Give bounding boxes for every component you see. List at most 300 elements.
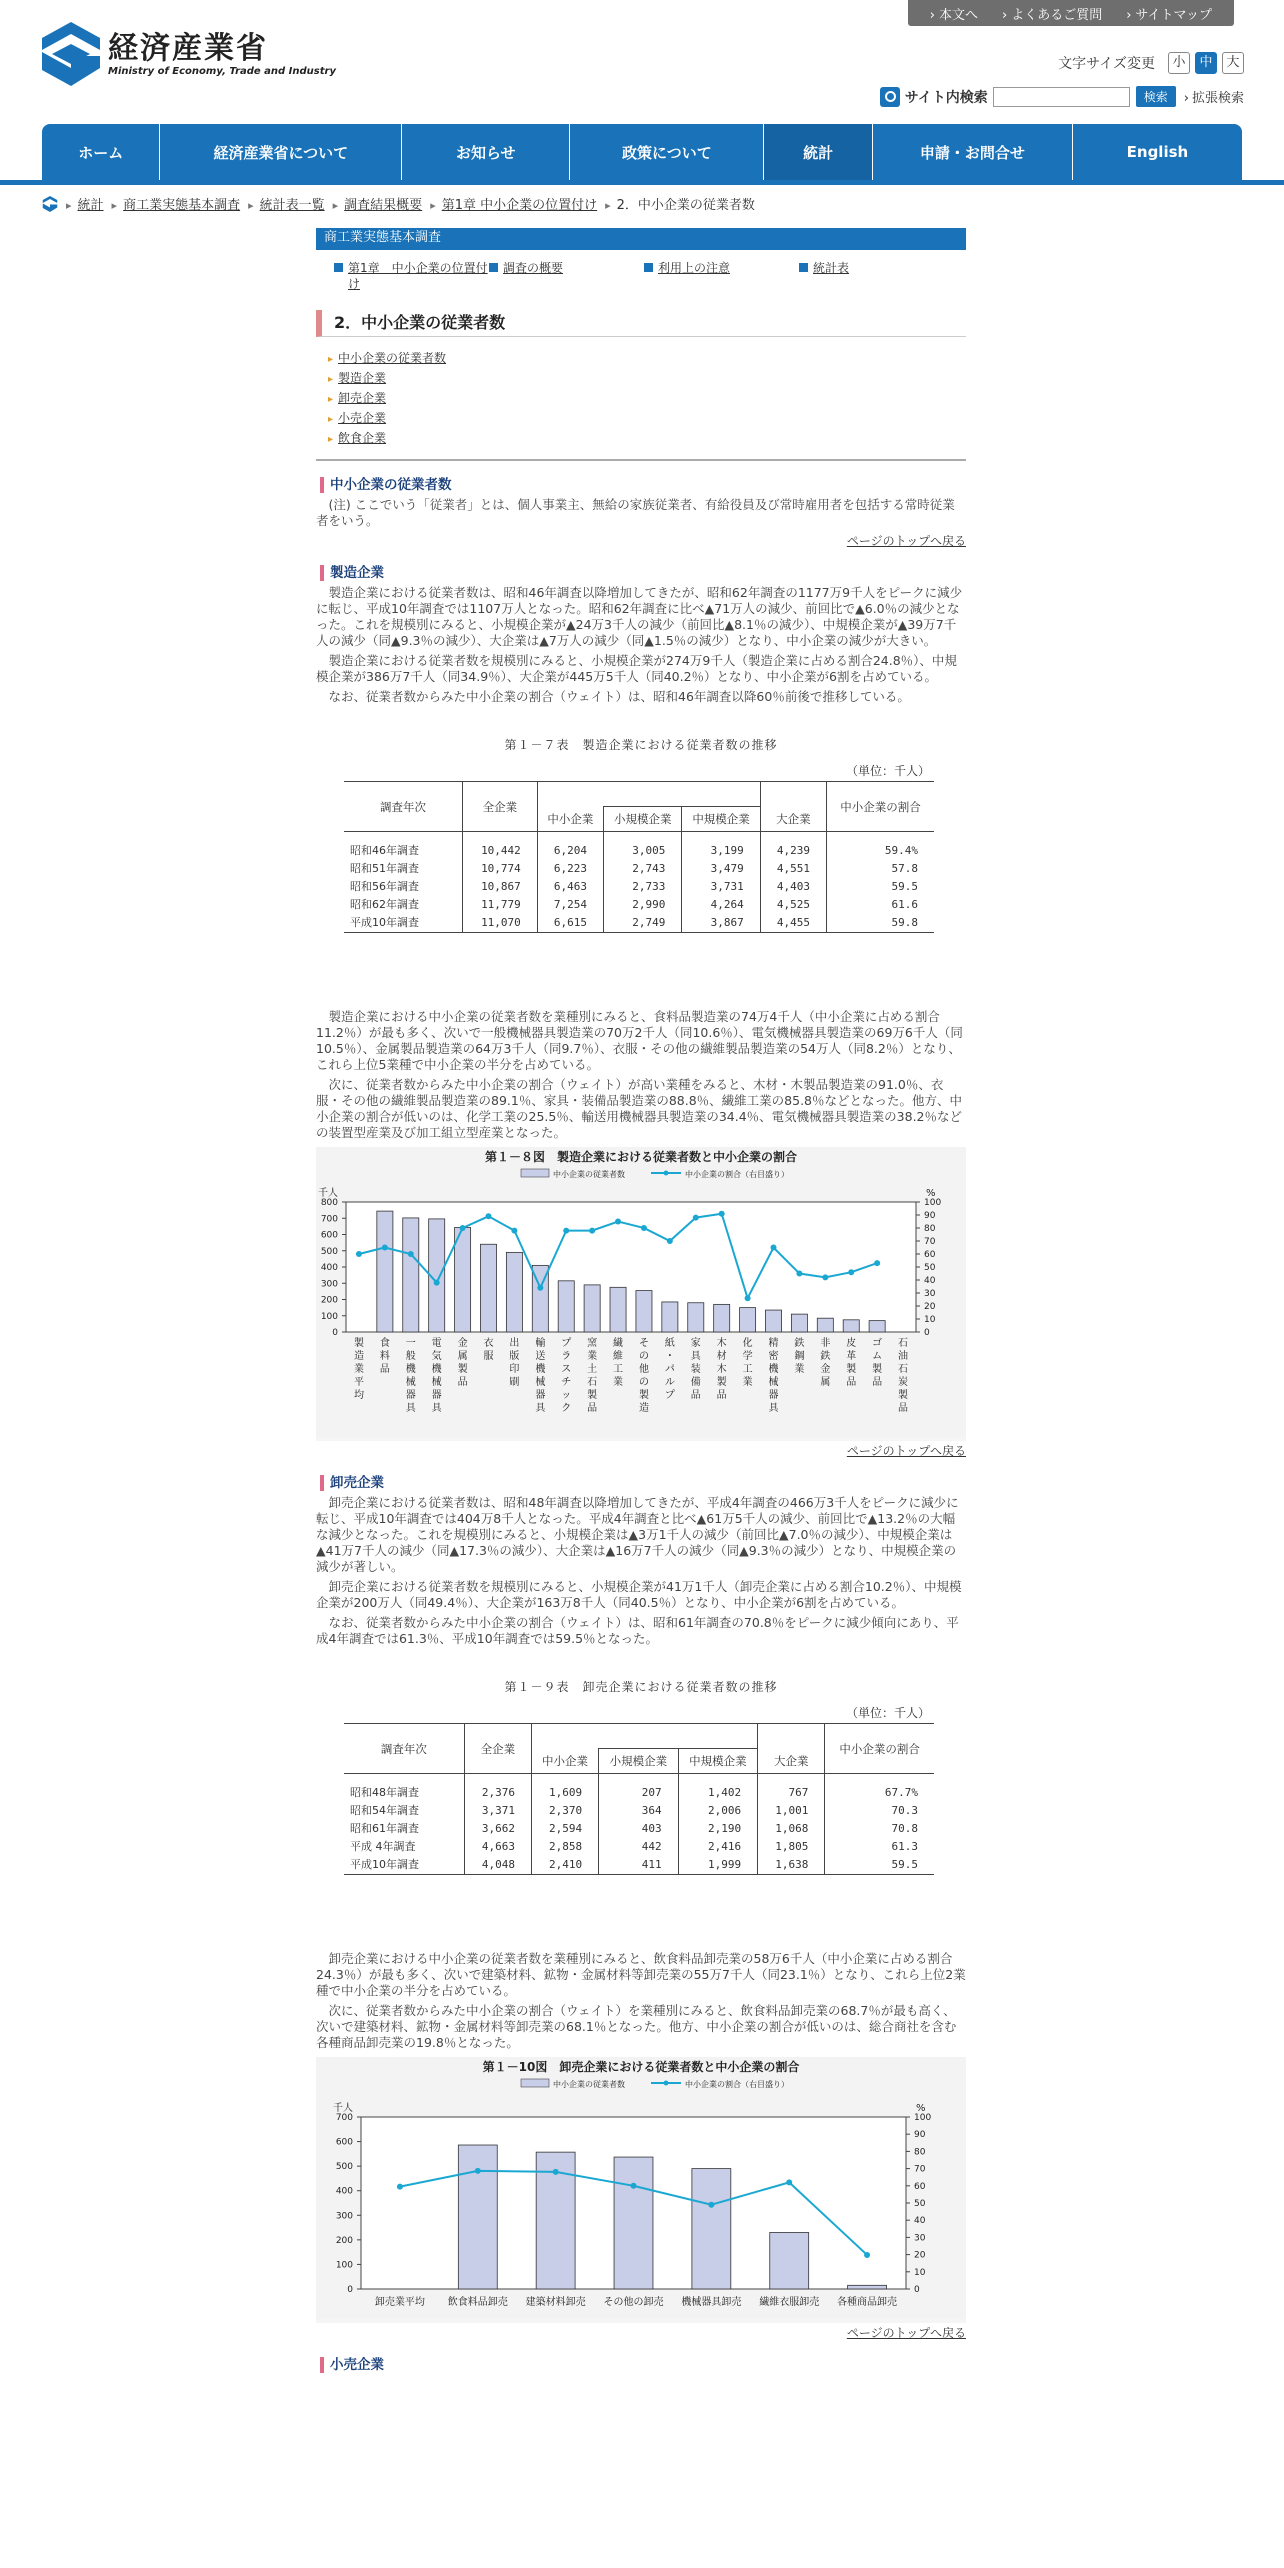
y-tick-label: 400 bbox=[320, 1263, 338, 1273]
y-tick-label: 600 bbox=[335, 2137, 353, 2148]
paragraph: 製造企業における従業者数は、昭和46年調査以降増加してきたが、昭和62年調査の1177万9千人をピークに減少に転じ、平成10年調査では1107万人となった。昭和62年調査に比べ▲71万人の減少、前回比で▲6.0％の減少となった。これを規模別にみると、小規模企業が▲24万3千人の減少（前回比▲8.1％の減少）、中規模企業が▲39万7千人の減少（同▲9.3％の減少）、大企業は▲7万人の減少（同▲1.5％の減少）となり、中小企業の減少が大きい。 bbox=[316, 585, 963, 648]
legend-line-marker bbox=[664, 1171, 669, 1176]
col-header-total: 全企業 bbox=[464, 1724, 531, 1774]
table-cell: 1,609 bbox=[531, 1784, 598, 1802]
table-cell: 2,410 bbox=[531, 1856, 598, 1875]
table-cell: 59.5 bbox=[825, 1856, 934, 1875]
bar bbox=[506, 1252, 522, 1332]
x-tick-label: 一般機械器具 bbox=[405, 1338, 416, 1414]
section-heading-employees: 中小企業の従業者数 bbox=[320, 477, 966, 493]
table-cell: 3,371 bbox=[464, 1802, 531, 1820]
divider bbox=[316, 459, 966, 461]
table-cell: 平成10年調査 bbox=[344, 1856, 464, 1875]
x-tick-label: 紙・パルプ bbox=[664, 1338, 675, 1401]
y2-tick-label: 0 bbox=[914, 2285, 920, 2295]
chapter-nav bbox=[334, 260, 966, 292]
col-header-year: 調査年次 bbox=[344, 1724, 464, 1774]
x-tick-label: 飲食料品卸売 bbox=[447, 2297, 508, 2308]
bar bbox=[662, 1302, 678, 1332]
y2-tick-label: 90 bbox=[924, 1211, 936, 1221]
table-cell: 3,005 bbox=[604, 842, 682, 860]
share-point bbox=[563, 1228, 569, 1234]
y2-tick-label: 40 bbox=[924, 1276, 936, 1286]
table-cell: 6,204 bbox=[537, 842, 603, 860]
x-tick-label: 鉄鋼業 bbox=[794, 1338, 805, 1375]
table-spacer-cell bbox=[758, 1774, 825, 1785]
table-cell: 平成 4年調査 bbox=[344, 1838, 464, 1856]
table-cell: 2,743 bbox=[604, 860, 682, 878]
nav-statistics[interactable]: 統計 bbox=[764, 124, 872, 180]
table-cell: 10,442 bbox=[463, 842, 538, 860]
x-tick-label: 各種商品卸売 bbox=[837, 2297, 898, 2308]
table-figure-1-7 bbox=[316, 719, 966, 999]
y2-tick-label: 20 bbox=[914, 2250, 926, 2261]
table-cell: 10,774 bbox=[463, 860, 538, 878]
y2-tick-label: 0 bbox=[924, 1328, 930, 1338]
table-row bbox=[344, 1838, 934, 1856]
table-cell: 6,615 bbox=[537, 914, 603, 933]
main-content bbox=[316, 228, 966, 2377]
col-header-share: 中小企業の割合 bbox=[825, 1724, 934, 1774]
table-cell: 平成10年調査 bbox=[344, 914, 463, 933]
y2-axis-label: % bbox=[916, 2103, 926, 2114]
nav-underline bbox=[0, 180, 1284, 185]
data-table bbox=[344, 1723, 934, 1875]
bar bbox=[458, 2145, 497, 2289]
x-tick-label: 建築材料卸売 bbox=[525, 2297, 586, 2308]
y2-tick-label: 100 bbox=[914, 2113, 932, 2123]
table-header-row bbox=[344, 1724, 934, 1749]
table-cell: 207 bbox=[599, 1784, 679, 1802]
bar bbox=[740, 1308, 756, 1332]
bar bbox=[714, 1304, 730, 1332]
table-cell: 3,479 bbox=[682, 860, 760, 878]
y-tick-label: 400 bbox=[335, 2186, 353, 2197]
legend-label: 中小企業の割合（右目盛り） bbox=[685, 1170, 789, 1179]
bar bbox=[843, 1320, 859, 1332]
table-cell: 4,455 bbox=[760, 914, 826, 933]
x-tick-label: 衣服 bbox=[483, 1338, 494, 1362]
y2-tick-label: 50 bbox=[924, 1263, 936, 1273]
chart-figure-1-10 bbox=[316, 2057, 966, 2323]
utility-link-faq[interactable]: › よくあるご質問 bbox=[1002, 4, 1102, 23]
nav-about[interactable]: 経済産業省について bbox=[160, 124, 402, 180]
table-cell: 6,463 bbox=[537, 878, 603, 896]
chapter-link-1[interactable]: 第1章 中小企業の位置付け bbox=[334, 260, 489, 292]
x-tick-label: 石油石炭製品 bbox=[898, 1338, 909, 1414]
col-header-large: 大企業 bbox=[760, 807, 826, 832]
bar bbox=[770, 2232, 809, 2289]
nav-english[interactable]: English bbox=[1126, 143, 1189, 161]
x-tick-label: 精密機械器具 bbox=[768, 1338, 779, 1414]
bar bbox=[869, 1321, 885, 1332]
table-cell: 4,551 bbox=[760, 860, 826, 878]
share-point bbox=[786, 2179, 792, 2185]
page-toc bbox=[328, 349, 966, 449]
font-size-control bbox=[1058, 52, 1244, 74]
utility-nav bbox=[908, 0, 1234, 26]
search-label: サイト内検索 bbox=[904, 89, 988, 106]
table-cell: 6,223 bbox=[537, 860, 603, 878]
y2-tick-label: 10 bbox=[914, 2267, 926, 2278]
site-search bbox=[880, 86, 1244, 107]
breadcrumb-table-list[interactable]: 統計表一覧 bbox=[259, 198, 325, 213]
paragraph: 次に、従業者数からみた中小企業の割合（ウェイト）が高い業種をみると、木材・木製品製造業の91.0％、衣服・その他の繊維製品製造業の89.1％、家具・装備品製造業の88.8％、繊維工業の85.8％などとなった。他方、中小企業の割合が低いのは、化学工業の25.5％、輸送用機械器具製造業の34.4％、電気機械器具製造業の38.2％などの装置型産業及び加工組立型産業となった。 bbox=[316, 1077, 962, 1140]
bar bbox=[614, 2157, 653, 2289]
table-cell: 442 bbox=[599, 1838, 679, 1856]
table-row bbox=[344, 1802, 934, 1820]
table-cell: 4,403 bbox=[760, 878, 826, 896]
font-size-small-button[interactable]: 小 bbox=[1168, 52, 1190, 74]
table-cell: 昭和46年調査 bbox=[344, 842, 463, 860]
table-spacer-cell bbox=[682, 832, 760, 843]
col-header-medium: 中規模企業 bbox=[682, 807, 760, 832]
table-cell: 2,416 bbox=[678, 1838, 758, 1856]
chart-figure-1-8 bbox=[316, 1147, 966, 1441]
site-logo[interactable] bbox=[42, 22, 336, 86]
y-tick-label: 800 bbox=[320, 1198, 338, 1208]
share-point bbox=[553, 2169, 559, 2175]
table-cell: 3,662 bbox=[464, 1820, 531, 1838]
table-cell: 4,264 bbox=[682, 896, 760, 914]
share-point bbox=[382, 1245, 388, 1251]
x-tick-label: プラスチック bbox=[561, 1338, 572, 1414]
breadcrumb bbox=[42, 194, 763, 213]
table-cell: 7,254 bbox=[537, 896, 603, 914]
bar bbox=[480, 1244, 496, 1332]
back-to-top-link[interactable]: ページのトップへ戻る bbox=[846, 2326, 966, 2340]
paragraph: 卸売企業における従業者数は、昭和48年調査以降増加してきたが、平成4年調査の466万3千人をピークに減少に転じ、平成10年調査では404万8千人となった。平成4年調査と比べ▲61万5千人の減少、前回比で▲13.2％の大幅な減少となった。これを規模別にみると、小規模企業は▲3万1千人の減少（前回比▲7.0％の減少）、中規模企業は▲41万7千人の減少（同▲17.3％の減少）、大企業は▲16万7千人の減少（同▲9.3％の減少）となり、中規模企業の減少が著しい。 bbox=[316, 1495, 959, 1574]
legend-line-marker bbox=[664, 2081, 669, 2086]
table-cell: 59.4% bbox=[884, 844, 918, 857]
x-tick-label: 化学工業 bbox=[742, 1338, 753, 1388]
table-spacer-cell bbox=[463, 832, 538, 843]
y-tick-label: 500 bbox=[320, 1246, 338, 1257]
nav-news[interactable]: お知らせ bbox=[402, 124, 570, 180]
table-cell: 1,805 bbox=[758, 1838, 825, 1856]
bar bbox=[636, 1291, 652, 1332]
share-point bbox=[693, 1215, 699, 1221]
y2-tick-label: 60 bbox=[924, 1250, 936, 1260]
share-point bbox=[486, 1213, 492, 1219]
x-tick-label: 電気機械器具 bbox=[431, 1338, 442, 1414]
font-size-medium-button[interactable]: 中 bbox=[1195, 52, 1217, 74]
share-point bbox=[631, 2183, 637, 2189]
font-size-label: 文字サイズ変更 bbox=[1058, 56, 1155, 72]
table-cell: 2,006 bbox=[678, 1802, 758, 1820]
paragraph: なお、従業者数からみた中小企業の割合（ウェイト）は、昭和46年調査以降60％前後で推移している。 bbox=[328, 689, 910, 704]
table-row bbox=[344, 860, 934, 878]
bar bbox=[848, 2285, 887, 2289]
chapter-link-overview[interactable]: 調査の概要 bbox=[489, 260, 644, 292]
y-tick-label: 100 bbox=[335, 2260, 353, 2271]
share-point bbox=[356, 1251, 362, 1257]
share-point bbox=[719, 1211, 725, 1217]
bar bbox=[377, 1211, 393, 1332]
table-row bbox=[344, 1784, 934, 1802]
table-cell: 61.3 bbox=[891, 1840, 918, 1853]
share-point bbox=[589, 1228, 595, 1234]
share-point bbox=[848, 1269, 854, 1275]
y2-tick-label: 70 bbox=[924, 1237, 936, 1247]
col-header-small: 小規模企業 bbox=[604, 807, 682, 832]
toc-link-retail[interactable]: ▸ 小売企業 bbox=[328, 409, 966, 429]
table-cell: 767 bbox=[758, 1784, 825, 1802]
table-title: 第１－７表 製造企業における従業者数の推移 bbox=[504, 738, 778, 752]
y2-tick-label: 80 bbox=[924, 1224, 936, 1234]
x-tick-label: 繊維工業 bbox=[613, 1338, 624, 1388]
table-row bbox=[344, 878, 934, 896]
table-cell: 59.5 bbox=[891, 880, 918, 893]
share-point bbox=[511, 1228, 517, 1234]
table-unit: （単位：千人） bbox=[846, 764, 931, 778]
y2-tick-label: 60 bbox=[914, 2181, 926, 2192]
x-tick-label: 繊維衣服卸売 bbox=[759, 2297, 820, 2308]
x-tick-label: その他の卸売 bbox=[603, 2297, 664, 2308]
breadcrumb-survey[interactable]: 商工業実態基本調査 bbox=[123, 198, 241, 213]
table-spacer-cell bbox=[531, 1774, 598, 1785]
toc-link-manufacturing[interactable]: ▸ 製造企業 bbox=[328, 369, 966, 389]
table-cell: 4,663 bbox=[464, 1838, 531, 1856]
table-cell: 2,594 bbox=[531, 1820, 598, 1838]
back-to-top-link[interactable]: ページのトップへ戻る bbox=[846, 534, 966, 548]
x-tick-label: 食料品 bbox=[379, 1338, 390, 1375]
chart-title: 第１－８図 製造企業における従業者数と中小企業の割合 bbox=[484, 1150, 798, 1164]
table-cell: 昭和56年調査 bbox=[344, 878, 463, 896]
table-cell: 2,370 bbox=[531, 1802, 598, 1820]
paragraph: 卸売企業における中小企業の従業者数を業種別にみると、飲食料品卸売業の58万6千人（中小企業に占める割合24.3％）が最も多く、次いで建築材料、鉱物・金属材料等卸売業の55万7千人（同23.1％）となり、これら上位2業種で中小企業の半分を占めている。 bbox=[316, 1951, 966, 1998]
share-point bbox=[460, 1225, 466, 1231]
table-unit: （単位：千人） bbox=[846, 1706, 931, 1720]
nav-contact[interactable]: 申請・お問合せ bbox=[873, 124, 1073, 180]
wholesale-chart bbox=[316, 2057, 966, 2319]
back-to-top-link[interactable]: ページのトップへ戻る bbox=[846, 1444, 966, 1458]
table-cell: 2,733 bbox=[604, 878, 682, 896]
breadcrumb-statistics[interactable]: 統計 bbox=[77, 198, 104, 213]
col-header-year: 調査年次 bbox=[344, 782, 463, 832]
share-point bbox=[537, 1285, 543, 1291]
section-heading-manufacturing: 製造企業 bbox=[320, 565, 966, 581]
bar bbox=[610, 1287, 626, 1332]
table-cell: 4,048 bbox=[464, 1856, 531, 1875]
toc-link-restaurant[interactable]: ▸ 飲食企業 bbox=[328, 429, 966, 449]
search-input[interactable] bbox=[993, 87, 1130, 107]
bar bbox=[584, 1285, 600, 1332]
table-cell: 59.8 bbox=[826, 914, 934, 933]
table-spacer-cell bbox=[760, 832, 826, 843]
table-cell: 10,867 bbox=[463, 878, 538, 896]
x-tick-label: 金属製品 bbox=[457, 1338, 468, 1388]
logo-title: 経済産業省 bbox=[108, 30, 268, 66]
utility-link-main[interactable]: › 本文へ bbox=[930, 4, 978, 23]
meti-logo-icon bbox=[42, 22, 100, 86]
bar bbox=[692, 2169, 731, 2289]
table-cell: 61.6 bbox=[891, 898, 918, 911]
legend-bar-swatch bbox=[521, 2079, 549, 2087]
col-header-large-top bbox=[760, 782, 826, 807]
y-axis-label: 千人 bbox=[318, 1188, 338, 1199]
table-cell: 1,068 bbox=[758, 1820, 825, 1838]
table-row bbox=[344, 896, 934, 914]
y-tick-label: 700 bbox=[320, 1214, 338, 1225]
legend-bar-swatch bbox=[521, 1169, 549, 1177]
y2-tick-label: 10 bbox=[924, 1315, 936, 1325]
nav-home[interactable]: ホーム bbox=[42, 124, 160, 180]
x-tick-label: 窯業土石製品 bbox=[587, 1338, 598, 1414]
paragraph: (注) ここでいう「従業者」とは、個人事業主、無給の家族従業者、有給役員及び常時雇用者を包括する常時従業者をいう。 bbox=[316, 497, 955, 528]
col-header-medium: 中規模企業 bbox=[678, 1749, 758, 1774]
col-header-share: 中小企業の割合 bbox=[826, 782, 934, 832]
col-header-sme-group bbox=[531, 1724, 757, 1749]
table-spacer-row bbox=[344, 1774, 934, 1785]
bar bbox=[765, 1310, 781, 1332]
table-spacer-row bbox=[344, 832, 934, 843]
table-cell: 411 bbox=[599, 1856, 679, 1875]
share-point bbox=[408, 1251, 414, 1257]
paragraph: 製造企業における中小企業の従業者数を業種別にみると、食料品製造業の74万4千人（中小企業に占める割合11.2％）が最も多く、次いで一般機械器具製造業の70万2千人（同10.6％）、電気機械器具製造業の69万6千人（同10.5％）、金属製品製造業の64万3千人（同9.7％）、衣服・その他の繊維製品製造業の54万人（同8.2％）となり、これら上位5業種で中小企業の半分を占めている。 bbox=[316, 1009, 963, 1072]
x-tick-label: 非鉄金属 bbox=[820, 1338, 831, 1388]
table-cell: 3,867 bbox=[682, 914, 760, 933]
table-spacer-cell bbox=[537, 832, 603, 843]
bar bbox=[791, 1314, 807, 1332]
y2-tick-label: 30 bbox=[924, 1289, 936, 1299]
font-size-large-button[interactable]: 大 bbox=[1222, 52, 1244, 74]
toc-link-employees[interactable]: ▸ 中小企業の従業者数 bbox=[328, 349, 966, 369]
paragraph: 卸売企業における従業者数を規模別にみると、小規模企業が41万1千人（卸売企業に占める割合10.2％）、中規模企業が200万人（同49.4％）、大企業が163万8千人（同40.5％）となり、中小企業が6割を占めている。 bbox=[316, 1579, 962, 1610]
chapter-link-tables[interactable]: 統計表 bbox=[799, 260, 954, 292]
y2-tick-label: 50 bbox=[914, 2199, 926, 2209]
share-point bbox=[771, 1245, 777, 1251]
share-point bbox=[796, 1271, 802, 1277]
table-cell: 昭和48年調査 bbox=[344, 1784, 464, 1802]
bar bbox=[817, 1318, 833, 1332]
search-button[interactable]: 検索 bbox=[1136, 86, 1176, 107]
breadcrumb-current: ▸ 2．中小企業の従業者数 bbox=[605, 194, 755, 213]
table-spacer-cell bbox=[464, 1774, 531, 1785]
table-row bbox=[344, 914, 934, 933]
breadcrumb-overview[interactable]: 調査結果概要 bbox=[344, 198, 423, 213]
share-point bbox=[745, 1295, 751, 1301]
y2-tick-label: 30 bbox=[914, 2233, 926, 2244]
y-tick-label: 500 bbox=[335, 2162, 353, 2173]
table-cell: 403 bbox=[599, 1820, 679, 1838]
y2-axis-label: % bbox=[926, 1188, 936, 1199]
table-cell: 4,239 bbox=[760, 842, 826, 860]
utility-link-sitemap[interactable]: › サイトマップ bbox=[1126, 4, 1212, 23]
section-heading-wholesale: 卸売企業 bbox=[320, 1475, 966, 1491]
bar bbox=[558, 1281, 574, 1332]
table-figure-1-9 bbox=[316, 1661, 966, 1941]
toc-link-wholesale[interactable]: ▸ 卸売企業 bbox=[328, 389, 966, 409]
x-tick-label: 機械器具卸売 bbox=[681, 2297, 742, 2308]
col-header-sme: 中小企業 bbox=[537, 807, 603, 832]
x-tick-label: その他の製造 bbox=[638, 1338, 649, 1414]
col-header-large-top bbox=[758, 1724, 825, 1749]
y2-tick-label: 80 bbox=[914, 2147, 926, 2158]
share-point bbox=[475, 2168, 481, 2174]
table-cell: 2,376 bbox=[464, 1784, 531, 1802]
share-point bbox=[641, 1225, 647, 1231]
col-header-small: 小規模企業 bbox=[599, 1749, 679, 1774]
y-tick-label: 100 bbox=[320, 1311, 338, 1322]
share-point bbox=[667, 1238, 673, 1244]
table-cell: 2,190 bbox=[678, 1820, 758, 1838]
advanced-search-link[interactable]: › 拡張検索 bbox=[1184, 87, 1244, 106]
home-logo-icon[interactable] bbox=[42, 196, 58, 212]
global-nav bbox=[42, 124, 1242, 180]
paragraph: なお、従業者数からみた中小企業の割合（ウェイト）は、昭和61年調査の70.8％をピークに減少傾向にあり、平成4年調査では61.3％、平成10年調査では59.5％となった。 bbox=[316, 1615, 959, 1646]
survey-title-bar: 商工業実態基本調査 bbox=[316, 228, 966, 250]
table-cell: 昭和61年調査 bbox=[344, 1820, 464, 1838]
nav-policy[interactable]: 政策について bbox=[570, 124, 764, 180]
table-cell: 1,999 bbox=[678, 1856, 758, 1875]
legend-label: 中小企業の従業者数 bbox=[553, 1170, 625, 1179]
page-title: 2．中小企業の従業者数 bbox=[316, 310, 966, 337]
chart-title: 第１－10図 卸売企業における従業者数と中小企業の割合 bbox=[482, 2060, 800, 2074]
y2-tick-label: 20 bbox=[924, 1302, 936, 1312]
y-axis-label: 千人 bbox=[333, 2103, 353, 2114]
share-point bbox=[864, 2252, 870, 2258]
y2-tick-label: 90 bbox=[914, 2130, 926, 2141]
share-point bbox=[397, 2184, 403, 2190]
y2-tick-label: 40 bbox=[914, 2216, 926, 2227]
legend-label: 中小企業の割合（右目盛り） bbox=[685, 2080, 789, 2089]
table-spacer-cell bbox=[604, 832, 682, 843]
x-tick-label: 出版印刷 bbox=[509, 1338, 520, 1388]
table-cell: 70.3 bbox=[891, 1804, 918, 1817]
share-point bbox=[822, 1274, 828, 1280]
table-header-row bbox=[344, 782, 934, 807]
table-spacer-cell bbox=[825, 1774, 934, 1785]
y-tick-label: 700 bbox=[335, 2113, 353, 2123]
y-tick-label: 200 bbox=[335, 2235, 353, 2246]
y-tick-label: 600 bbox=[320, 1230, 338, 1241]
manufacturing-chart bbox=[316, 1147, 966, 1437]
col-header-total: 全企業 bbox=[463, 782, 538, 832]
table-cell: 1,402 bbox=[678, 1784, 758, 1802]
chapter-link-notes[interactable]: 利用上の注意 bbox=[644, 260, 799, 292]
y-tick-label: 0 bbox=[347, 2285, 353, 2295]
x-tick-label: 木材木製品 bbox=[716, 1338, 727, 1401]
table-cell: 3,199 bbox=[682, 842, 760, 860]
table-cell: 昭和62年調査 bbox=[344, 896, 463, 914]
search-icon bbox=[880, 87, 900, 107]
y-tick-label: 0 bbox=[332, 1328, 338, 1338]
table-row bbox=[344, 1820, 934, 1838]
table-cell: 昭和54年調査 bbox=[344, 1802, 464, 1820]
table-cell: 1,638 bbox=[758, 1856, 825, 1875]
table-cell: 57.8 bbox=[891, 862, 918, 875]
paragraph: 製造企業における従業者数を規模別にみると、小規模企業が274万9千人（製造企業に占める割合24.8％）、中規模企業が386万7千人（同34.9％）、大企業が445万5千人（同40.2％）となり、中小企業が6割を占めている。 bbox=[316, 653, 957, 684]
col-header-sme-group bbox=[537, 782, 760, 807]
table-spacer-cell bbox=[344, 1774, 464, 1785]
y-tick-label: 300 bbox=[335, 2211, 353, 2222]
legend-label: 中小企業の従業者数 bbox=[553, 2080, 625, 2089]
logo-subtitle: Ministry of Economy, Trade and Industry bbox=[108, 65, 336, 77]
x-tick-label: 製造業平均 bbox=[353, 1338, 364, 1401]
bar bbox=[455, 1228, 471, 1332]
table-spacer-cell bbox=[678, 1774, 758, 1785]
table-cell: 4,525 bbox=[760, 896, 826, 914]
share-point bbox=[874, 1260, 880, 1266]
table-spacer-cell bbox=[826, 832, 934, 843]
table-cell: 11,779 bbox=[463, 896, 538, 914]
table-spacer-cell bbox=[599, 1774, 679, 1785]
table-title: 第１－９表 卸売企業における従業者数の推移 bbox=[504, 1680, 778, 1694]
breadcrumb-chapter1[interactable]: 第1章 中小企業の位置付け bbox=[441, 198, 598, 213]
x-tick-label: 卸売業平均 bbox=[374, 2297, 425, 2308]
share-point bbox=[434, 1280, 440, 1286]
